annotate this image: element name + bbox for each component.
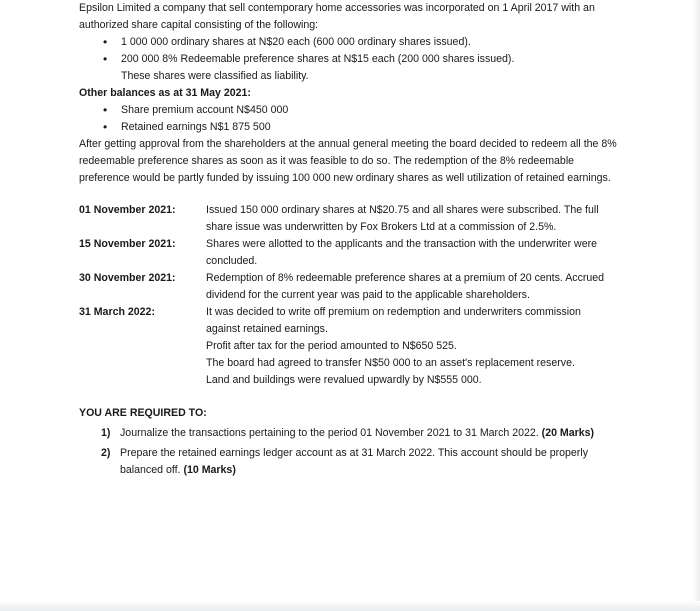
- transaction-description: [206, 202, 610, 236]
- share-classification-note: These shares were classified as liability.: [121, 70, 309, 82]
- approval-paragraph: After getting approval from the shareholders at the annual general meeting the board decided to redeem all the 8% redeemable preference shares as soon as it was feasible to do so. The redemption of the 8% redeemable preference would be partly funded by issuing 100 000 new ordinary shares as well utilization of retained earnings.: [79, 138, 617, 184]
- transaction-date: 31 March 2022:: [79, 306, 155, 318]
- transaction-row: [79, 202, 619, 236]
- list-item: • 1 000 000 ordinary shares at N$20 each (600 000 ordinary shares issued).: [79, 34, 619, 51]
- share-capital-list: [79, 34, 619, 68]
- transaction-description: [206, 304, 610, 389]
- required-heading: YOU ARE REQUIRED TO:: [79, 407, 207, 419]
- page-edge-shadow-bottom: [0, 601, 700, 611]
- intro-paragraph: Epsilon Limited a company that sell contemporary home accessories was incorporated on 1 April 2017 with an authorized share capital consisting of the following:: [79, 2, 595, 31]
- other-balances-list: [79, 102, 619, 136]
- required-item-number: 1): [101, 427, 111, 439]
- transaction-date: 30 November 2021:: [79, 272, 176, 284]
- transaction-description: [206, 270, 610, 304]
- transaction-line: The board had agreed to transfer N$50 000 to an asset's replacement reserve.: [206, 357, 575, 369]
- transaction-line: It was decided to write off premium on redemption and underwriters commission against retained earnings.: [206, 306, 581, 335]
- other-balances-heading: Other balances as at 31 May 2021:: [79, 87, 251, 99]
- transaction-line: Issued 150 000 ordinary shares at N$20.75 and all shares were subscribed. The full share issue was underwritten by Fox Brokers Ltd at a commission of 2.5%.: [206, 204, 599, 233]
- list-item: • 200 000 8% Redeemable preference shares at N$15 each (200 000 shares issued).: [79, 51, 619, 68]
- required-item-marks: (20 Marks): [541, 427, 595, 439]
- transaction-row: [79, 304, 619, 389]
- transaction-line: Shares were allotted to the applicants and the transaction with the underwriter were concluded.: [206, 238, 598, 267]
- document-content: [79, 0, 619, 479]
- transaction-line: Land and buildings were revalued upwardly by N$555 000.: [206, 374, 482, 386]
- list-item: • Share premium account N$450 000: [79, 102, 619, 119]
- transaction-row: [79, 236, 619, 270]
- required-item-marks: (10 Marks): [183, 464, 236, 476]
- required-item-text: Journalize the transactions pertaining to the period 01 November 2021 to 31 March 2022.: [120, 427, 539, 439]
- required-item-text: Prepare the retained earnings ledger account as at 31 March 2022. This account should be properly balanced off.: [120, 447, 588, 476]
- required-item: [79, 425, 619, 442]
- required-item: [79, 445, 619, 479]
- transaction-row: [79, 270, 619, 304]
- list-item: • Retained earnings N$1 875 500: [79, 119, 619, 136]
- transaction-line: Profit after tax for the period amounted to N$650 525.: [206, 340, 457, 352]
- transaction-description: [206, 236, 610, 270]
- transaction-line: Redemption of 8% redeemable preference shares at a premium of 20 cents. Accrued dividend for the current year was paid to the applicable shareholders.: [206, 272, 605, 301]
- page-edge-shadow-right: [692, 0, 700, 611]
- transaction-date: 01 November 2021:: [79, 204, 176, 216]
- required-list: [79, 425, 619, 479]
- required-item-number: 2): [101, 447, 111, 459]
- transaction-date: 15 November 2021:: [79, 238, 176, 250]
